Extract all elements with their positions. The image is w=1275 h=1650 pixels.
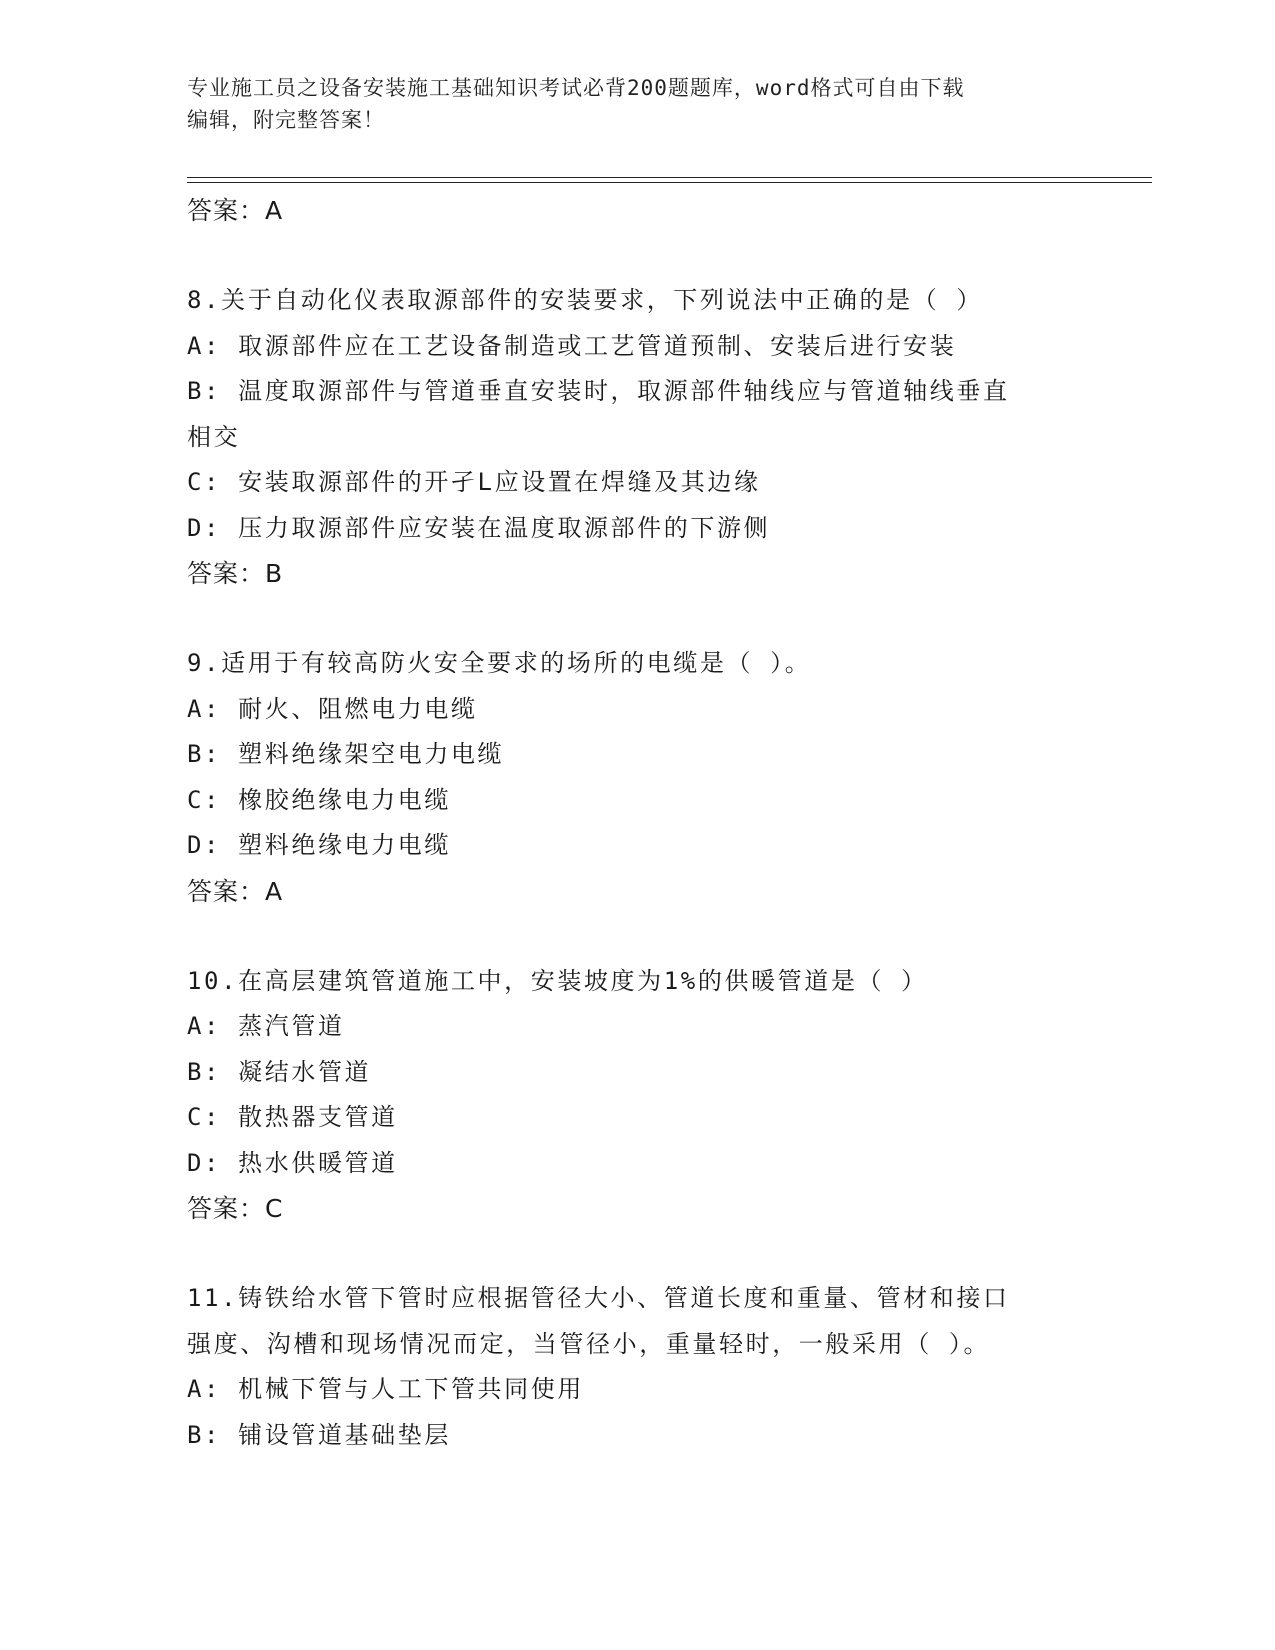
- spacer: [187, 915, 1087, 959]
- option-b: B: 温度取源部件与管道垂直安装时，取源部件轴线应与管道轴线垂直: [187, 377, 1010, 405]
- option-a: A: 耐火、阻燃电力电缆: [187, 694, 478, 723]
- option-b: B: 塑料绝缘架空电力电缆: [187, 740, 505, 768]
- question-stem: 9.适用于有较高防火安全要求的场所的电缆是（ ）。: [187, 649, 812, 677]
- option-c: C: 安装取源部件的开孑L应设置在焊缝及其边缘: [187, 468, 761, 496]
- question-list: [187, 188, 1087, 1458]
- question-11: [187, 1276, 1087, 1458]
- question-8: [187, 278, 1087, 597]
- option-a: A: 机械下管与人工下管共同使用: [187, 1375, 584, 1403]
- question-stem: 10.在高层建筑管道施工中，安装坡度为1%的供暖管道是（ ）: [187, 966, 928, 995]
- answer: 答案：A: [187, 876, 284, 906]
- option-c: C: 散热器支管道: [187, 1103, 398, 1131]
- header-line-1: 专业施工员之设备安装施工基础知识考试必背200题题库，word格式可自由下载: [187, 76, 965, 100]
- option-b-continued: 相交: [187, 422, 241, 451]
- option-b: B: 铺设管道基础垫层: [187, 1420, 451, 1449]
- option-c: C: 橡胶绝缘电力电缆: [187, 785, 451, 814]
- answer: 答案：B: [187, 559, 284, 588]
- spacer: [187, 1232, 1087, 1276]
- question-10: [187, 959, 1087, 1233]
- question-stem-line-1: 11.铸铁给水管下管时应根据管径大小、管道长度和重量、管材和接口: [187, 1284, 1010, 1312]
- header-rule-bottom: [187, 182, 1152, 183]
- page-header: [187, 72, 1067, 136]
- option-d: D: 压力取源部件应安装在温度取源部件的下游侧: [187, 513, 771, 542]
- answer-previous: 答案：A: [187, 196, 284, 225]
- question-stem-line-2: 强度、沟槽和现场情况而定，当管径小，重量轻时，一般采用（ ）。: [187, 1329, 991, 1358]
- option-a: A: 取源部件应在工艺设备制造或工艺管道预制、安装后进行安装: [187, 331, 957, 360]
- header-line-2: 编辑，附完整答案！: [187, 108, 385, 132]
- answer: 答案：C: [187, 1194, 284, 1223]
- spacer: [187, 597, 1087, 641]
- option-d: D: 塑料绝缘电力电缆: [187, 831, 451, 859]
- option-d: D: 热水供暖管道: [187, 1148, 398, 1177]
- spacer: [187, 234, 1087, 278]
- option-b: B: 凝结水管道: [187, 1057, 372, 1086]
- header-rule-top: [187, 177, 1152, 178]
- option-a: A: 蒸汽管道: [187, 1012, 345, 1040]
- question-stem: 8.关于自动化仪表取源部件的安装要求，下列说法中正确的是（ ）: [187, 286, 983, 314]
- question-9: [187, 641, 1087, 915]
